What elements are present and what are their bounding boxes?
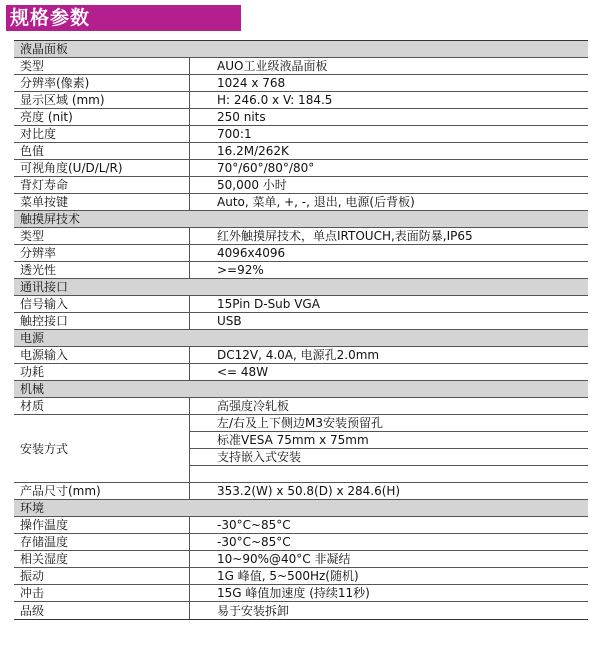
spec-label: 透光性 [14, 262, 190, 278]
spec-row-lcd-backlight-life [14, 177, 588, 194]
section-touch-header [14, 211, 588, 228]
spec-row-lcd-brightness [14, 109, 588, 126]
spec-row-lcd-menu-keys [14, 194, 588, 211]
spec-value: 700:1 [217, 127, 252, 141]
spec-value: AUO工业级液晶面板 [217, 59, 328, 73]
spec-row-power-input [14, 347, 588, 364]
spec-value: H: 246.0 x V: 184.5 [217, 93, 333, 107]
spec-value: 易于安装拆卸 [217, 603, 290, 618]
spec-value: 15Pin D-Sub VGA [217, 297, 320, 311]
spec-row-env-vibration [14, 568, 588, 585]
spec-value: -30°C~85°C [217, 535, 291, 549]
section-title: 电源 [20, 331, 45, 345]
spec-row-env-grade [14, 602, 588, 619]
spec-row-touch-transmittance [14, 262, 588, 279]
spec-label: 振动 [14, 568, 190, 584]
spec-row-lcd-resolution [14, 75, 588, 92]
section-title: 环境 [20, 501, 45, 515]
section-title: 通讯接口 [20, 280, 69, 294]
spec-label: 对比度 [14, 126, 190, 142]
spec-row-lcd-viewing-angle [14, 160, 588, 177]
spec-value-list [190, 415, 588, 482]
spec-label: 存储温度 [14, 534, 190, 550]
spec-value: >=92% [217, 263, 264, 277]
section-title: 液晶面板 [20, 42, 69, 56]
spec-value: 16.2M/262K [217, 144, 289, 158]
spec-label: 材质 [14, 398, 190, 414]
spec-value: <= 48W [217, 365, 269, 379]
spec-label: 操作温度 [14, 517, 190, 533]
spec-row-touch-resolution [14, 245, 588, 262]
spec-table [14, 40, 588, 620]
spec-row-lcd-type [14, 58, 588, 75]
spec-label: 类型 [14, 228, 190, 244]
spec-label: 信号输入 [14, 296, 190, 312]
spec-row-env-storage-temp [14, 534, 588, 551]
section-lcd-header [14, 41, 588, 58]
section-env-header [14, 500, 588, 517]
spec-value: DC12V, 4.0A, 电源孔2.0mm [217, 348, 380, 362]
spec-value-line-empty [190, 466, 588, 482]
spec-row-mech-material [14, 398, 588, 415]
spec-row-env-shock [14, 585, 588, 602]
title-bar [6, 5, 241, 31]
spec-value: USB [217, 314, 242, 328]
spec-row-env-operating-temp [14, 517, 588, 534]
spec-value: 高强度冷轧板 [217, 399, 290, 413]
spec-value-line: 标准VESA 75mm x 75mm [190, 432, 588, 449]
spec-label: 亮度 (nit) [14, 109, 190, 125]
spec-row-power-consumption [14, 364, 588, 381]
spec-value: 4096x4096 [217, 246, 286, 260]
spec-label: 分辨率(像素) [14, 75, 190, 91]
spec-label: 安装方式 [14, 415, 190, 482]
spec-value: 70°/60°/80°/80° [217, 161, 315, 175]
section-mech-header [14, 381, 588, 398]
spec-row-mech-size [14, 483, 588, 500]
spec-label: 背灯寿命 [14, 177, 190, 193]
spec-value: 红外触摸屏技术，单点IRTOUCH,表面防暴,IP65 [217, 229, 473, 243]
spec-value: Auto, 菜单, +, -, 退出, 电源(后背板) [217, 195, 415, 209]
spec-value: 353.2(W) x 50.8(D) x 284.6(H) [217, 484, 401, 498]
spec-value: 10~90%@40°C 非凝结 [217, 552, 351, 566]
spec-label: 产品尺寸(mm) [14, 483, 190, 499]
section-power-header [14, 330, 588, 347]
spec-row-touch-type [14, 228, 588, 245]
spec-label: 电源输入 [14, 347, 190, 363]
spec-label: 功耗 [14, 364, 190, 380]
spec-row-mech-mounting [14, 415, 588, 483]
spec-row-lcd-display-area [14, 92, 588, 109]
spec-value-line: 左/右及上下侧边M3安装预留孔 [190, 415, 588, 432]
spec-value: 50,000 小时 [217, 178, 287, 192]
spec-row-comm-touch-interface [14, 313, 588, 330]
page-title: 规格参数 [10, 7, 91, 29]
spec-value: 1024 x 768 [217, 76, 286, 90]
spec-value: -30°C~85°C [217, 518, 291, 532]
spec-label: 分辨率 [14, 245, 190, 261]
spec-label: 触控接口 [14, 313, 190, 329]
spec-label: 冲击 [14, 585, 190, 601]
spec-value-line: 支持嵌入式安装 [190, 449, 588, 466]
spec-label: 显示区域 (mm) [14, 92, 190, 108]
spec-value: 250 nits [217, 110, 266, 124]
spec-value: 15G 峰值加速度 (持续11秒) [217, 586, 370, 600]
spec-label: 可视角度(U/D/L/R) [14, 160, 190, 176]
spec-label: 菜单按键 [14, 194, 190, 210]
section-comm-header [14, 279, 588, 296]
spec-label: 类型 [14, 58, 190, 74]
spec-label: 相关湿度 [14, 551, 190, 567]
section-title: 触摸屏技术 [20, 212, 81, 226]
spec-label: 品级 [14, 602, 190, 619]
spec-label: 色值 [14, 143, 190, 159]
spec-row-lcd-colors [14, 143, 588, 160]
spec-value: 1G 峰值, 5~500Hz(随机) [217, 569, 359, 583]
spec-row-lcd-contrast [14, 126, 588, 143]
section-title: 机械 [20, 382, 45, 396]
spec-row-env-humidity [14, 551, 588, 568]
spec-row-comm-signal-input [14, 296, 588, 313]
